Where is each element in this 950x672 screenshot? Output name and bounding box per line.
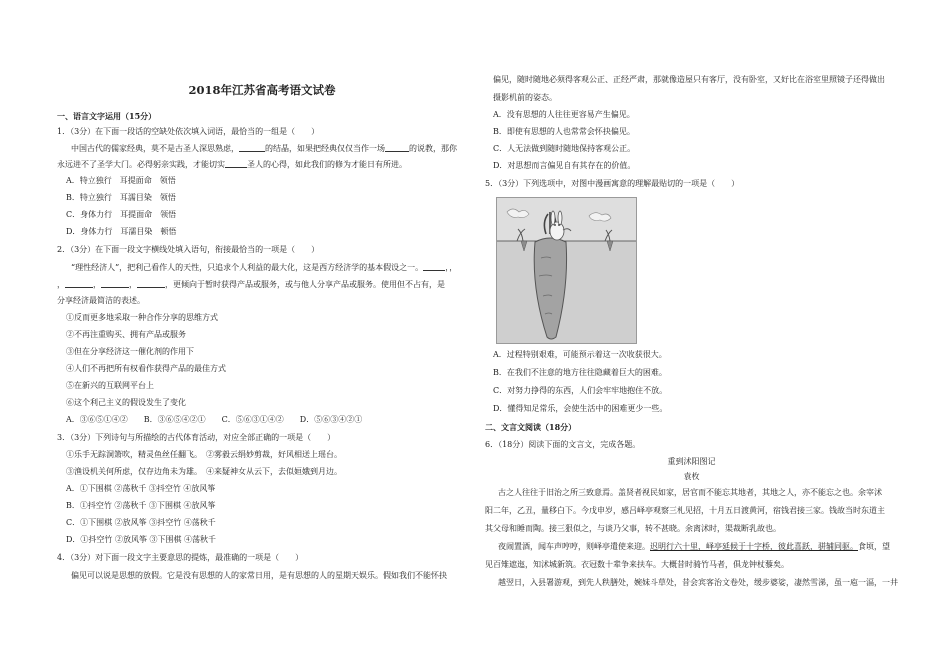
q2-sentence-1: ①反而更多地采取一种合作分享的思维方式 <box>66 313 218 322</box>
q5-option-c: C．对努力挣得的东西，人们会牢牢地抱住不放。 <box>493 386 668 395</box>
underlined-sentence: 迟明行六十里，峄亭延候于十字桥，彼此喜跃，骈辅同驱。 <box>650 542 858 551</box>
q3-poem-line: ③渔设机关何所虑，仅存边角未为雄。 ④来疑神女从云下，去似姮娥到月边。 <box>66 467 342 476</box>
answer-blank <box>137 279 165 288</box>
passage-line: 古之人往往于旧治之所三致意焉。盖贤者视民如家，居官而不能忘其地者，其地之人，亦不能忘之也。余宰沭 <box>498 488 882 497</box>
q2-answer-options: A．③⑥⑤①④② B．③⑥⑤④②① C．⑤⑥③①④② D．⑤⑥③④②① <box>66 415 363 424</box>
passage-author: 袁枚 <box>683 472 700 481</box>
right-column <box>485 0 898 672</box>
passage-title: 重到沭阳图记 <box>667 457 716 466</box>
q4-passage-line: 偏见可以说是思想的放假。它是没有思想的人的家常日用，是有思想的人的星期天娱乐。假如我们不能怀抉 <box>71 571 447 580</box>
question-3-stem: 3．（3分）下列诗句与所描绘的古代体育活动，对应全部正确的一项是（ ） <box>57 433 336 442</box>
left-column <box>57 0 467 672</box>
q2-passage-line: “理性经济人”，把利己看作人的天性，只追求个人利益的最大化，这是西方经济学的基本假设之一。 ，， <box>71 263 458 272</box>
answer-blank <box>423 262 445 271</box>
question-6-stem: 6．（18分）阅读下面的文言文，完成各题。 <box>485 440 641 449</box>
question-4-stem: 4．（3分）对下面一段文字主要意思的提炼，最准确的一项是（ ） <box>57 553 304 562</box>
q4-passage-line: 摄影机前的姿态。 <box>493 93 557 102</box>
question-2-stem: 2．（3分）在下面一段文字横线处填入语句，衔接最恰当的一项是（ ） <box>57 245 320 254</box>
q1-passage-line: 永远进不了圣学大门。必得躬亲实践，才能切实 圣人的心得，如此我们的修为才能日有所进。 <box>57 160 407 169</box>
q2-sentence-5: ⑤在新兴的互联网平台上 <box>66 381 154 390</box>
q5-option-d: D．懂得知足常乐，会使生活中的困难更少一些。 <box>493 404 668 413</box>
q1-option-c: C．身体力行 耳提面命 领悟 <box>66 210 177 219</box>
q3-option-b: B．①抖空竹 ②荡秋千 ③下围棋 ④放风筝 <box>66 501 216 510</box>
section-heading: 一、语言文字运用（15分） <box>57 111 157 121</box>
passage-line: 夜闹置酒，闻车声哼哼，则峄亭遣使来迎。迟明行六十里，峄亭延候于十字桥，彼此喜跃，骈辅同驱。食顷，望 <box>498 542 890 551</box>
q3-option-c: C．①下围棋 ②放风筝 ③抖空竹 ④荡秋千 <box>66 518 216 527</box>
q4-option-a: A．没有思想的人往往更容易产生偏见。 <box>493 110 635 119</box>
q3-poem-line: ①乐手无踪洞箫吹，精灵鱼丝任翻飞。 ②雾毅云绢妙剪裁，好风相送上瑶台。 <box>66 450 342 459</box>
q4-option-d: D．对思想而言偏见自有其存在的价值。 <box>493 161 636 170</box>
answer-blank <box>65 279 93 288</box>
q5-option-a: A．过程特别艰难，可能预示着这一次收获很大。 <box>493 350 667 359</box>
passage-line: 阳二年，乙丑，量移白下。今戊申岁，感吕峄亭观察三札见招，十月五日渡黄河，宿钱君接三家。钱故当时东道主 <box>485 506 885 515</box>
cartoon-image <box>496 197 637 344</box>
q4-option-b: B．即使有思想的人也常常会怀抉偏见。 <box>493 127 635 136</box>
q5-option-b: B．在我们不注意的地方往往隐藏着巨大的困难。 <box>493 368 667 377</box>
answer-blank <box>225 159 247 168</box>
q2-sentence-6: ⑥这个利己主义的假设发生了变化 <box>66 398 186 407</box>
question-5-stem: 5．（3分）下列选项中，对图中漫画寓意的理解最贴切的一项是（ ） <box>485 179 740 188</box>
passage-line: 其父母和睡而陶。接三狠似之，与谈乃父事，转不甚晓。余离沭时，渠裁断乳故也。 <box>485 524 781 533</box>
q3-option-a: A．①下围棋 ②荡秋千 ③抖空竹 ④放风筝 <box>66 484 216 493</box>
answer-blank <box>385 143 409 152</box>
q2-sentence-4: ④人们不再把所有权看作获得产品的最佳方式 <box>66 364 226 373</box>
q4-passage-line: 偏见，随时随地必须得客观公正、正经严肃，那就像造屋只有客厅，没有卧室，又好比在浴室里照镜子还得做出 <box>493 75 885 84</box>
q1-option-b: B．特立独行 耳濡目染 领悟 <box>66 193 176 202</box>
q4-option-c: C．人无法做到随时随地保持客观公正。 <box>493 144 636 153</box>
q2-sentence-2: ②不再注重购买、拥有产品或服务 <box>66 330 186 339</box>
q1-option-a: A．特立独行 耳提面命 领悟 <box>66 176 176 185</box>
q2-passage-line: 分享经济最简洁的表述。 <box>57 296 145 305</box>
section-heading: 二、文言文阅读（18分） <box>485 422 577 432</box>
q2-sentence-3: ③但在分享经济这一催化剂的作用下 <box>66 347 194 356</box>
page-title: 2018年江苏省高考语文试卷 <box>188 83 336 97</box>
question-1-stem: 1．（3分）在下面一段话的空缺处依次填入词语，最恰当的一组是（ ） <box>57 127 320 136</box>
q2-passage-line: ， ， ， ，更倾向于暂时获得产品或服务，或与他人分享产品或服务。使用但不占有，是 <box>57 280 445 289</box>
carrot-cartoon-illustration <box>497 198 636 343</box>
passage-line: 见百雉遮迤，知沭城新筑。衣冠数十辈争来扶车。大概昔时骑竹马者，俱龙钟杖藜矣。 <box>485 560 789 569</box>
q1-passage-line: 中国古代的儒家经典，莫不是古圣人深思熟虑， 的结晶，如果把经典仅仅当作一场 的说教，那你 <box>71 144 457 153</box>
q1-option-d: D．身体力行 耳濡目染 顿悟 <box>66 227 177 236</box>
q3-option-d: D．①抖空竹 ②放风筝 ③下围棋 ④荡秋千 <box>66 535 217 544</box>
answer-blank <box>239 143 265 152</box>
answer-blank <box>101 279 129 288</box>
passage-line: 越翌日，入县署游观，到先人秩膳处，婉妹斗草处，昔会宾客治文卷处，缓步婆娑，凄然雪涕，虽一庖一湢，一井 <box>498 578 898 587</box>
